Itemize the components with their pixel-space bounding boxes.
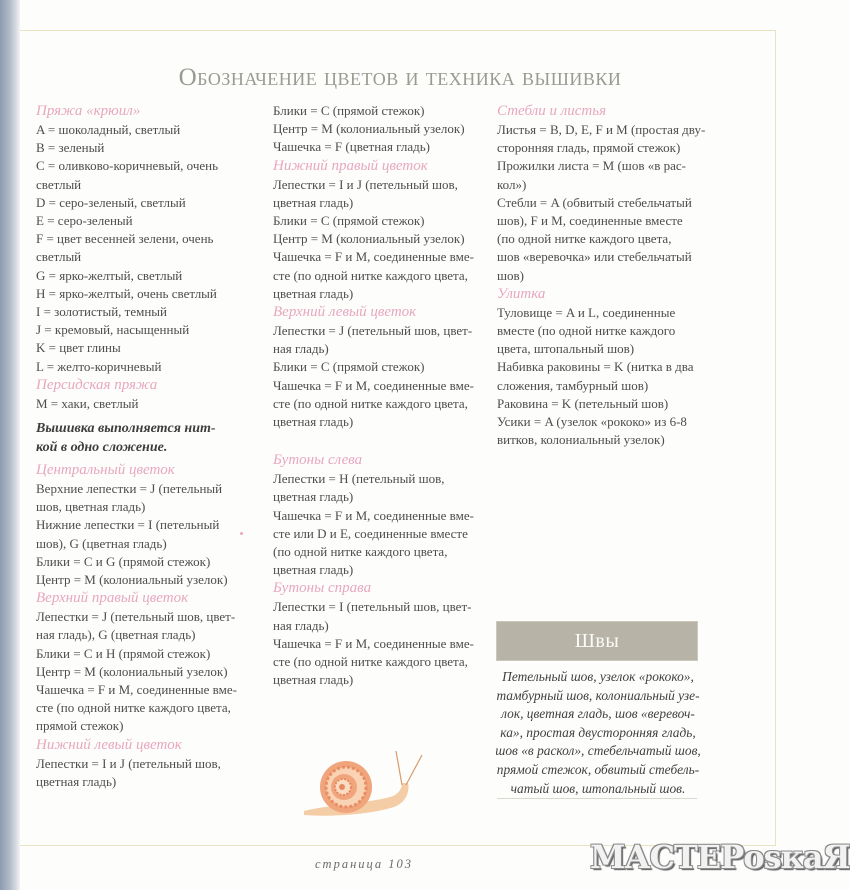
text-line: кол») (497, 176, 527, 192)
text-line: Центр = M (колониальный узелок) (273, 231, 465, 247)
text-line: шов) (497, 267, 524, 283)
section-central-flower (36, 461, 262, 589)
section-heading: Бутоны слева (273, 452, 363, 469)
text-line: Центр = M (колониальный узелок) (36, 572, 228, 588)
text-line: чатый шов, штопальный шов. (510, 780, 686, 796)
section-lines (36, 480, 262, 589)
text-line: Блики = C и H (прямой стежок) (36, 645, 211, 661)
text-line: Чашечка = F (цветная гладь) (273, 139, 430, 155)
section-heading: Персидская пряжа (36, 376, 158, 393)
divider (497, 798, 697, 799)
text-line: шов), F и M, соединенные вместе (497, 213, 683, 229)
note-line: кой в одно сложение. (36, 440, 168, 456)
book-spine-shadow (0, 0, 20, 890)
text-line: Блики = C (прямой стежок) (273, 359, 425, 375)
text-line: Набивка раковины = K (нитка в два (497, 359, 694, 375)
section-kryuil (36, 102, 262, 376)
text-line: K = цвет глины (36, 340, 121, 356)
section-buds-left (273, 451, 493, 579)
snail-antenna (406, 755, 422, 785)
section-lines (497, 304, 729, 450)
decorative-dot (240, 532, 243, 535)
text-line: Прожилки листа = M (шов «в рас- (497, 158, 686, 174)
text-line: Раковина = K (петельный шов) (497, 395, 669, 411)
text-line: Петельный шов, узелок «рококо», (502, 669, 694, 684)
text-line: прямой стежок, обвитый стебель- (496, 761, 700, 777)
seams-list (480, 668, 716, 798)
section-lines (36, 755, 262, 791)
text-line: M = хаки, светлый (36, 395, 139, 411)
snail-illustration (298, 745, 428, 821)
section-lines (36, 608, 262, 735)
text-line: шов «в раскол», стебельчатый шов, (495, 743, 701, 759)
text-line: ная гладь), G (цветная гладь) (36, 627, 196, 643)
watermark-logo: МАСТЕРоѕкаЯ (590, 838, 850, 876)
section-lower-right-flower (273, 157, 493, 303)
text-line: Лепестки = I и J (петельный шов, (36, 755, 221, 771)
text-line: Чашечка = F и M, соединенные вме- (273, 635, 474, 651)
section-lines (273, 322, 493, 431)
section-lines (36, 395, 262, 413)
text-line: Лепестки = J (петельный шов, цвет- (36, 609, 236, 625)
snail-antenna (396, 751, 402, 785)
section-buds-right (273, 579, 493, 689)
text-line: Лепестки = I (петельный шов, цвет- (273, 599, 472, 615)
section-heading: Пряжа «крюил» (36, 103, 141, 119)
text-line: Чашечка = F и M, соединенные вме- (273, 507, 474, 523)
section-lines (273, 598, 493, 689)
text-line: цветная гладь) (273, 194, 354, 210)
text-line: лок, цветная гладь, шов «веревоч- (501, 706, 695, 722)
section-heading: Верхний левый цветок (273, 304, 417, 321)
text-line: светлый (36, 249, 82, 265)
text-line: Чашечка = F и M, соединенные вме- (273, 249, 474, 265)
section-upper-right-flower (36, 589, 262, 735)
text-line: Листья = B, D, E, F и M (простая дву- (497, 122, 706, 137)
text-line: Туловище = A и L, соединенные (497, 304, 676, 320)
text-line: шов, цветная гладь) (36, 499, 146, 515)
text-line: сложения, тамбурный шов) (497, 377, 649, 393)
text-line: цветная гладь) (273, 562, 354, 578)
text-line: Лепестки = H (петельный шов, (273, 471, 445, 487)
text-line: B = зеленый (36, 140, 105, 156)
text-line: Верхние лепестки = J (петельный (36, 481, 223, 497)
text-line: Центр = M (колониальный узелок) (273, 121, 465, 137)
text-line: Усики = A (узелок «рококо» из 6-8 (497, 414, 687, 430)
text-line: F = цвет весенней зелени, очень (36, 231, 214, 247)
text-line: цвета, штопальный шов) (497, 341, 635, 357)
text-line: Чашечка = F и M, соединенные вме- (273, 377, 474, 393)
text-line: L = желто-коричневый (36, 358, 162, 374)
text-line: (по одной нитке каждого цвета, (497, 231, 672, 247)
text-line: D = серо-зеленый, светлый (36, 194, 186, 210)
text-line: I = золотистый, темный (36, 304, 167, 320)
text-line: Лепестки = I и J (петельный шов, (273, 176, 458, 192)
seams-title-box (496, 621, 698, 661)
seams-title: Швы (574, 629, 620, 652)
section-snail (497, 285, 729, 450)
text-line: A = шоколадный, светлый (36, 122, 181, 137)
column-1 (36, 102, 262, 791)
text-line: H = ярко-желтый, очень светлый (36, 285, 217, 301)
section-lines (497, 121, 729, 285)
text-line: цветная гладь) (273, 414, 354, 430)
section-stems-leaves (497, 102, 729, 285)
section-heading: Стебли и листья (497, 103, 607, 119)
text-line: Лепестки = J (петельный шов, цвет- (273, 323, 473, 339)
text-line: E = серо-зеленый (36, 213, 133, 229)
text-line: цветная гладь) (36, 773, 117, 789)
text-line: сте (по одной нитке каждого цвета, (36, 700, 231, 716)
text-line: витков, колониальный узелок) (497, 432, 665, 448)
text-line: прямой стежок) (36, 718, 124, 734)
column-2 (273, 102, 493, 689)
text-line: вместе (по одной нитке каждого (497, 323, 676, 339)
text-line: Чашечка = F и M, соединенные вме- (36, 682, 237, 698)
text-line: цветная гладь) (273, 489, 354, 505)
page-number: страница 103 (315, 857, 414, 871)
text-line: шов), G (цветная гладь) (36, 535, 167, 551)
continued-lines (273, 102, 493, 157)
column-3 (497, 102, 729, 449)
text-line: C = оливково-коричневый, очень (36, 158, 219, 174)
section-heading: Верхний правый цветок (36, 590, 189, 607)
text-line: сте (по одной нитке каждого цвета, (273, 395, 468, 411)
text-line: ная гладь) (273, 617, 329, 633)
section-heading: Центральный цветок (36, 462, 175, 479)
section-upper-left-flower (273, 303, 493, 431)
section-lines (36, 121, 262, 376)
section-heading: Улитка (497, 285, 546, 302)
section-heading: Нижний левый цветок (36, 736, 182, 753)
section-heading: Бутоны справа (273, 580, 372, 597)
text-line: J = кремовый, насыщенный (36, 322, 190, 338)
text-line: ная гладь) (273, 341, 329, 357)
text-line: Блики = C (прямой стежок) (273, 213, 425, 229)
spacer (273, 431, 493, 451)
text-line: Центр = M (колониальный узелок) (36, 663, 228, 679)
text-line: Блики = C (прямой стежок) (273, 103, 425, 118)
text-line: цветная гладь) (273, 285, 354, 301)
text-line: светлый (36, 176, 82, 192)
text-line: шов «веревочка» или стебельчатый (497, 249, 692, 265)
section-lower-left-flower (36, 736, 262, 791)
text-line: сторонняя гладь, прямой стежок) (497, 140, 681, 156)
text-line: тамбурный шов, колониальный узе- (496, 687, 700, 703)
note-line: Вышивка выполняется нит- (36, 421, 216, 437)
embroidery-note (36, 419, 262, 457)
text-line: Блики = C и G (прямой стежок) (36, 553, 211, 569)
text-line: G = ярко-желтый, светлый (36, 267, 183, 283)
text-line: цветная гладь) (273, 672, 354, 688)
text-line: Нижние лепестки = I (петельный (36, 517, 220, 533)
page-title: Обозначение цветов и техника вышивки (178, 64, 622, 91)
text-line: (по одной нитке каждого цвета, (273, 544, 448, 560)
text-line: Стебли = A (обвитый стебельчатый (497, 194, 692, 210)
section-lines (273, 470, 493, 579)
text-line: сте (по одной нитке каждого цвета, (273, 267, 468, 283)
text-line: сте или D и E, соединенные вместе (273, 525, 468, 541)
section-heading: Нижний правый цветок (273, 157, 428, 174)
text-line: ка», простая двусторонняя гладь, (500, 724, 696, 740)
section-persian (36, 376, 262, 413)
section-lines (273, 176, 493, 303)
text-line: сте (по одной нитке каждого цвета, (273, 654, 468, 670)
